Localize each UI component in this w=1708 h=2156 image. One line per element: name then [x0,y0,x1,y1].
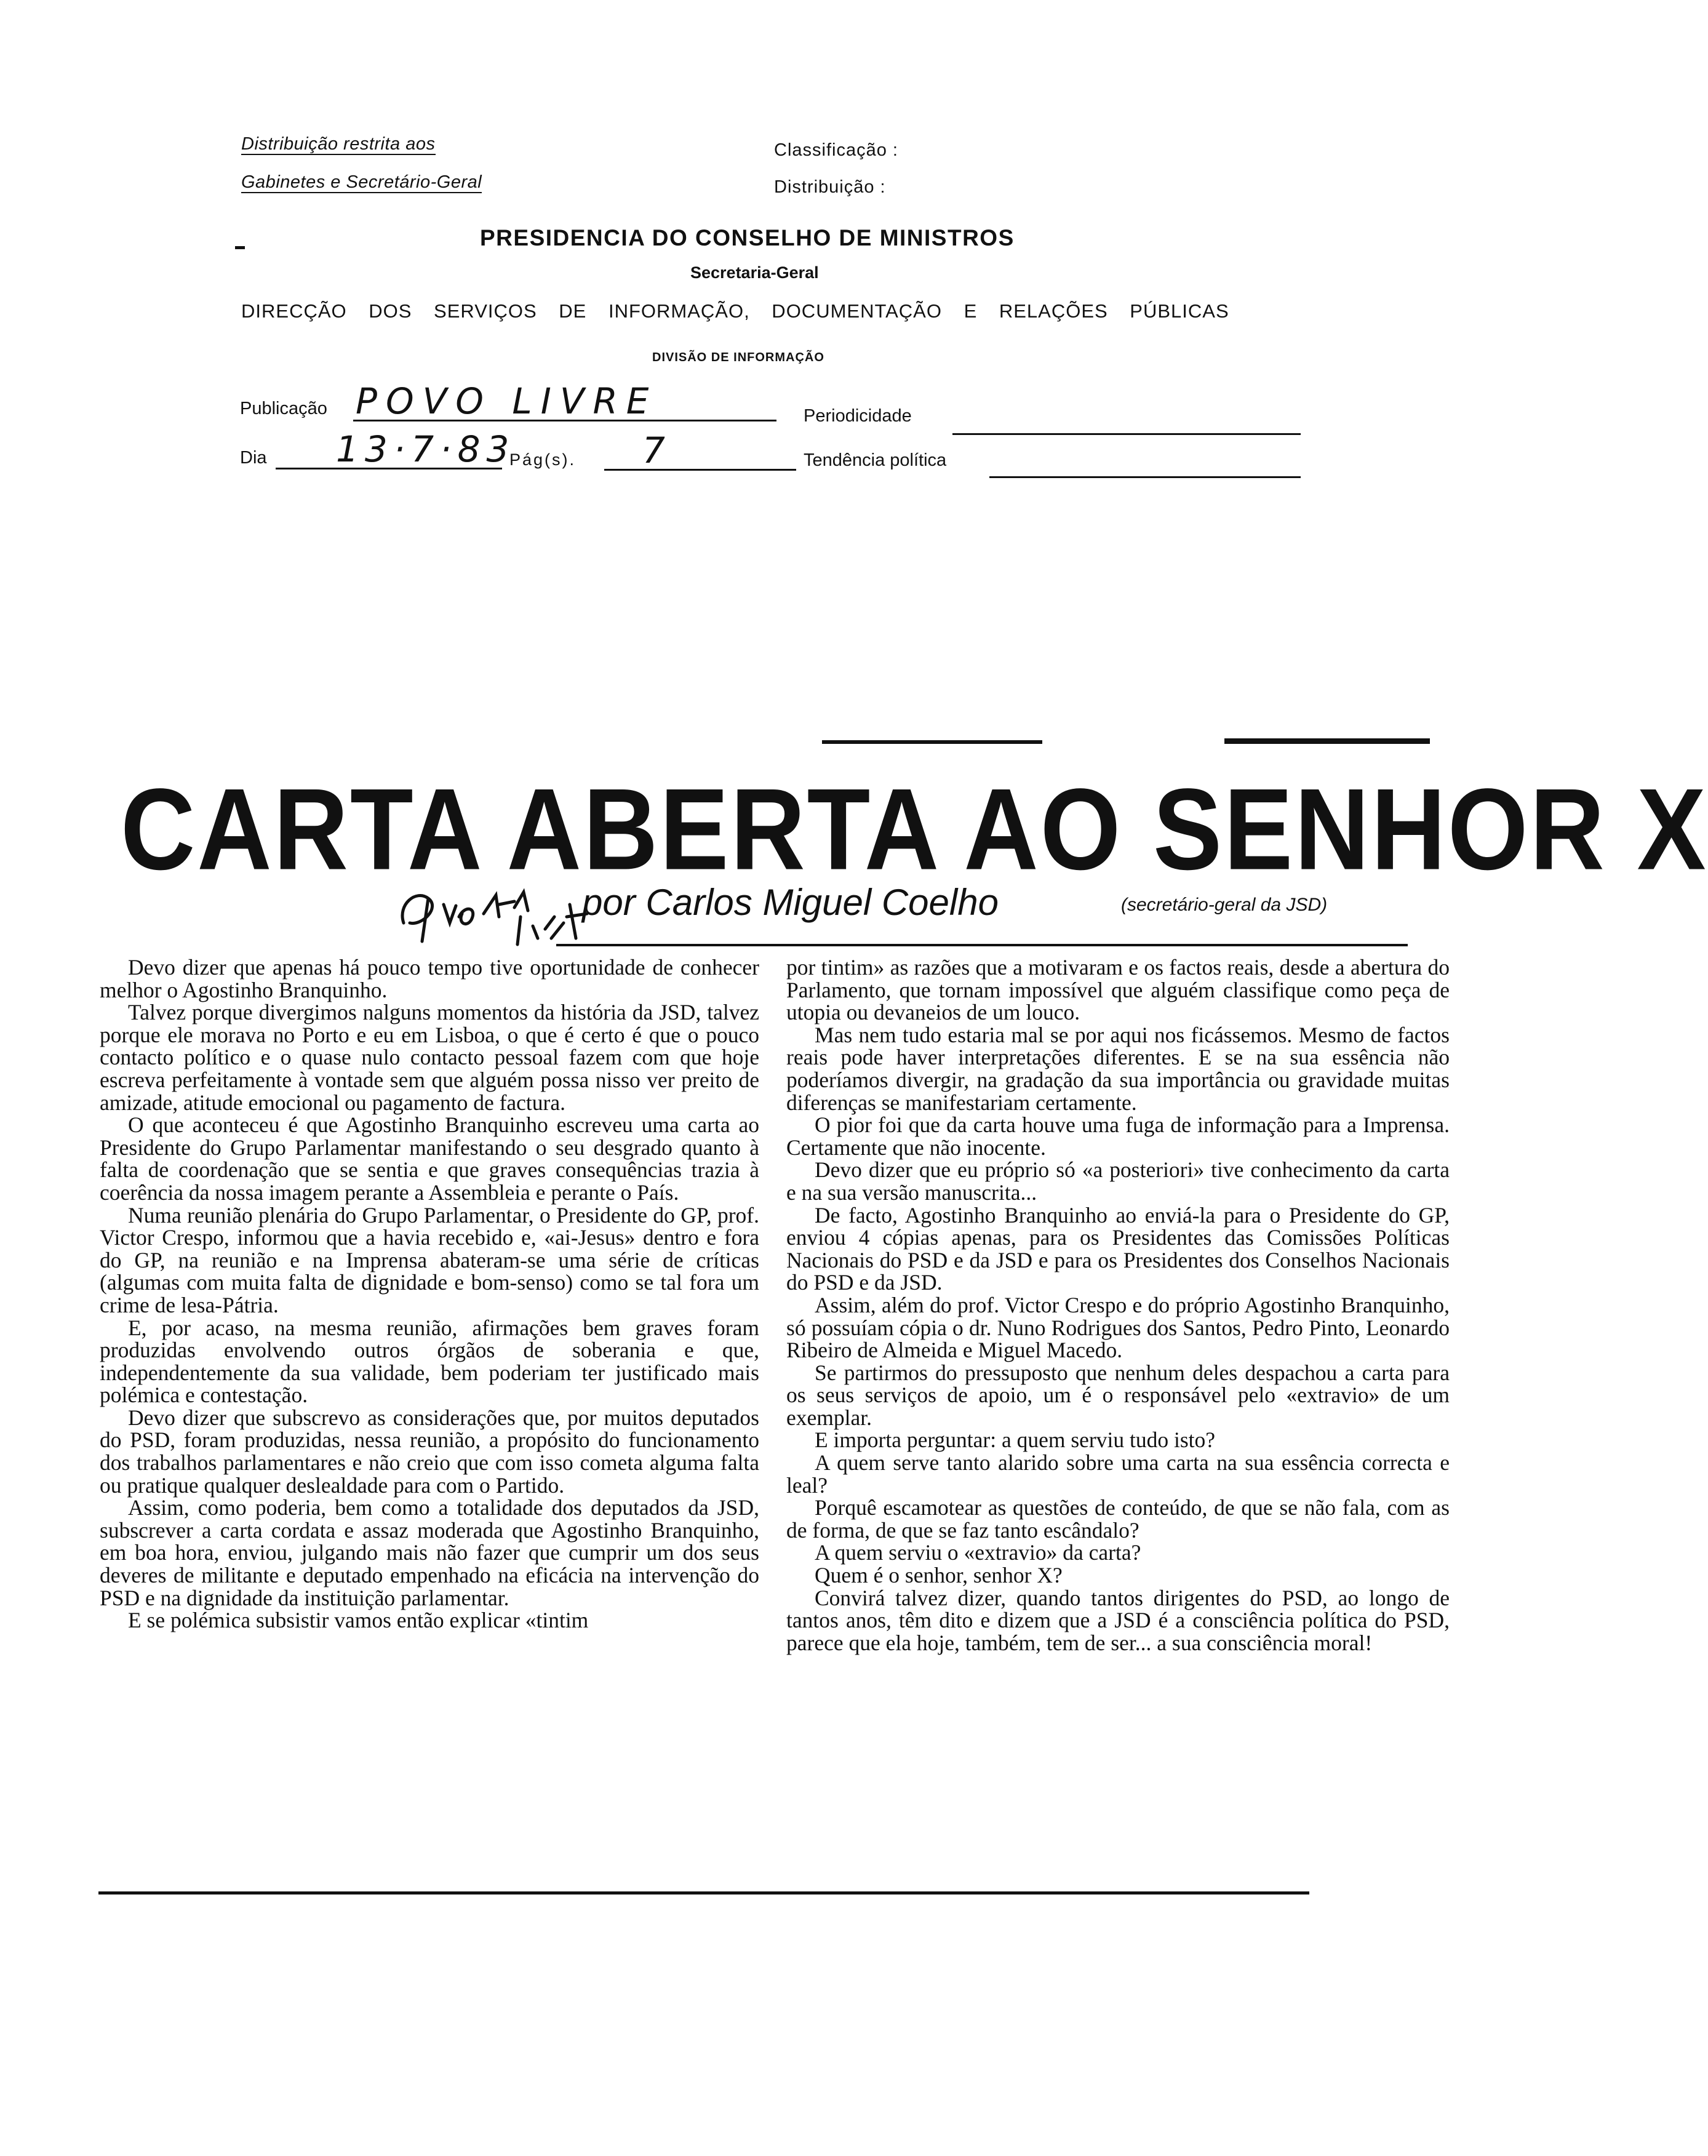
clipping-rule-bottom [98,1891,1309,1894]
paragraph: A quem serviu o «extravio» da carta? [815,1540,1141,1565]
paragraph: O pior foi que da carta houve uma fuga de informação para a Imprensa. Certamente que não inocente. [786,1112,1450,1160]
paragraph: Devo dizer que subscrevo as considerações que, por muitos deputados do PSD, foram produzidas, nessa reunião, a propósito do funcionamento dos trabalhos parlamentares e não creio que com isso cometa alguma falta ou pratique qualquer deslealdade para com o Partido. [100,1405,759,1498]
byline-rule [556,944,1408,946]
paragraph: E se polémica subsistir vamos então explicar «tintim [128,1608,589,1633]
dia-handwritten: 13·7·83 [336,428,516,470]
pags-field [604,428,796,471]
clipping-rule-top-right [1224,738,1430,744]
dia-field [276,427,516,470]
periodicidade-field [952,406,1301,435]
article-left-column [100,956,759,1632]
paragraph: Se partirmos do pressuposto que nenhum deles despachou a carta para os seus serviços de apoio, um é o responsável pelo «extravio» de um exemplar. [786,1360,1450,1430]
secretaria-geral: Secretaria-Geral [690,263,819,282]
publicacao-field [353,380,776,421]
clipping-rule-top-left [822,740,1042,744]
paragraph: por tintim» as razões que a motivaram e os factos reais, desde a abertura do Parlamento, que tornam impossível que alguém classifique como peça de utopia ou devaneios de um louco. [786,955,1450,1025]
paragraph: E, por acaso, na mesma reunião, afirmações bem graves foram produzidas envolvendo outros órgãos de soberania e que, independentemente da sua validade, bem poderiam ter justificado mais polémica e contestação. [100,1315,759,1408]
distribution-note-line2: Gabinetes e Secretário-Geral [241,172,482,192]
article-headline: CARTA ABERTA AO SENHOR X [121,764,1708,894]
divisao-informacao: DIVISÃO DE INFORMAÇÃO [652,351,824,364]
distribution-note-line1: Distribuição restrita aos [241,134,436,154]
classificacao-label: Classificação : [774,140,898,160]
paragraph: Numa reunião plenária do Grupo Parlamentar, o Presidente do GP, prof. Victor Crespo, informou que a havia recebido e, «ai-Jesus» dentro e fora do GP, na reunião e na Imprensa abateram-se uma série de críticas (algumas com muita falta de dignidade e bom-senso) como se tal fora um crime de lesa-Pátria. [100,1202,759,1317]
margin-mark [235,246,245,249]
paragraph: O que aconteceu é que Agostinho Branquinho escreveu uma carta ao Presidente do Grupo Parlamentar manifestando o seu desgrado quanto à falta de coordenação que se sentia e que graves consequências trazia à coerência da nossa imagem perante a Assembleia e perante o País. [100,1112,759,1205]
pags-handwritten: 7 [642,429,674,471]
paragraph: Quem é o senhor, senhor X? [815,1563,1063,1588]
periodicidade-label: Periodicidade [804,406,912,426]
paragraph: Assim, além do prof. Victor Crespo e do próprio Agostinho Branquinho, só possuíam cópia o dr. Nuno Rodrigues dos Santos, Pedro Pinto, Leonardo Ribeiro de Almeida e Miguel Macedo. [786,1292,1450,1363]
tendencia-label: Tendência política [804,450,947,470]
paragraph: Convirá talvez dizer, quando tantos dirigentes do PSD, ao longo de tantos anos, têm dito e dizem que a JSD é a consciência política do PSD, parece que ela hoje, também, tem de ser... a sua consciência moral! [786,1585,1450,1655]
paragraph: Talvez porque divergimos nalguns momentos da história da JSD, talvez porque ele morava no Porto e eu em Lisboa, o que é certo é que o pouco contacto político e o quase nulo contacto pessoal fazem com que hoje escreva perfeitamente à vontade sem que alguém possa nisso ver preito de amizade, atitude emocional ou pagamento de factura. [100,1000,759,1115]
paragraph: Mas nem tudo estaria mal se por aqui nos ficássemos. Mesmo de factos reais pode haver interpretações diferentes. E se na sua essência não poderíamos divergir, na gradação da sua importância ou gravidade muitas diferenças se manifestariam certamente. [786,1022,1450,1115]
article-right-column [786,956,1450,1654]
tendencia-field [989,449,1301,478]
presidencia-title: PRESIDENCIA DO CONSELHO DE MINISTROS [480,225,1015,250]
publicacao-label: Publicação [240,399,327,418]
byline-role: (secretário-geral da JSD) [1121,895,1328,915]
distribuicao-label: Distribuição : [774,177,886,197]
paragraph: A quem serve tanto alarido sobre uma carta na sua essência correcta e leal? [786,1450,1450,1498]
dia-label: Dia [240,448,267,468]
paragraph: Assim, como poderia, bem como a totalidade dos deputados da JSD, subscrever a carta cordata e assaz moderada que Agostinho Branquinho, em boa hora, enviou, julgando mais não fazer que cumprir um dos seus deveres de militante e deputado empenhado na eficácia na intervenção do PSD e na dignidade da instituição parlamentar. [100,1495,759,1610]
paragraph: E importa perguntar: a quem serviu tudo isto? [815,1427,1216,1453]
direccao-servicos: DIRECÇÃO DOS SERVIÇOS DE INFORMAÇÃO, DOCUMENTAÇÃO E RELAÇÕES PÚBLICAS [241,300,1229,322]
paragraph: Devo dizer que apenas há pouco tempo tive oportunidade de conhecer melhor o Agostinho Branquinho. [100,955,759,1002]
paragraph: De facto, Agostinho Branquinho ao enviá-la para o Presidente do GP, enviou 4 cópias apenas, para os Presidentes das Comissões Políticas Nacionais do PSD e da JSD e para os Presidentes dos Conselhos Nacionais do PSD e da JSD. [786,1202,1450,1295]
pags-label: Pág(s). [509,450,577,469]
paragraph: Porquê escamotear as questões de conteúdo, de que se não fala, com as de forma, de que se faz tanto escândalo? [786,1495,1450,1543]
publicacao-handwritten: POVO LIVRE [356,380,658,422]
paragraph: Devo dizer que eu próprio só «a posteriori» tive conhecimento da carta e na sua versão manuscrita... [786,1157,1450,1205]
byline-author: por Carlos Miguel Coelho [582,882,999,923]
